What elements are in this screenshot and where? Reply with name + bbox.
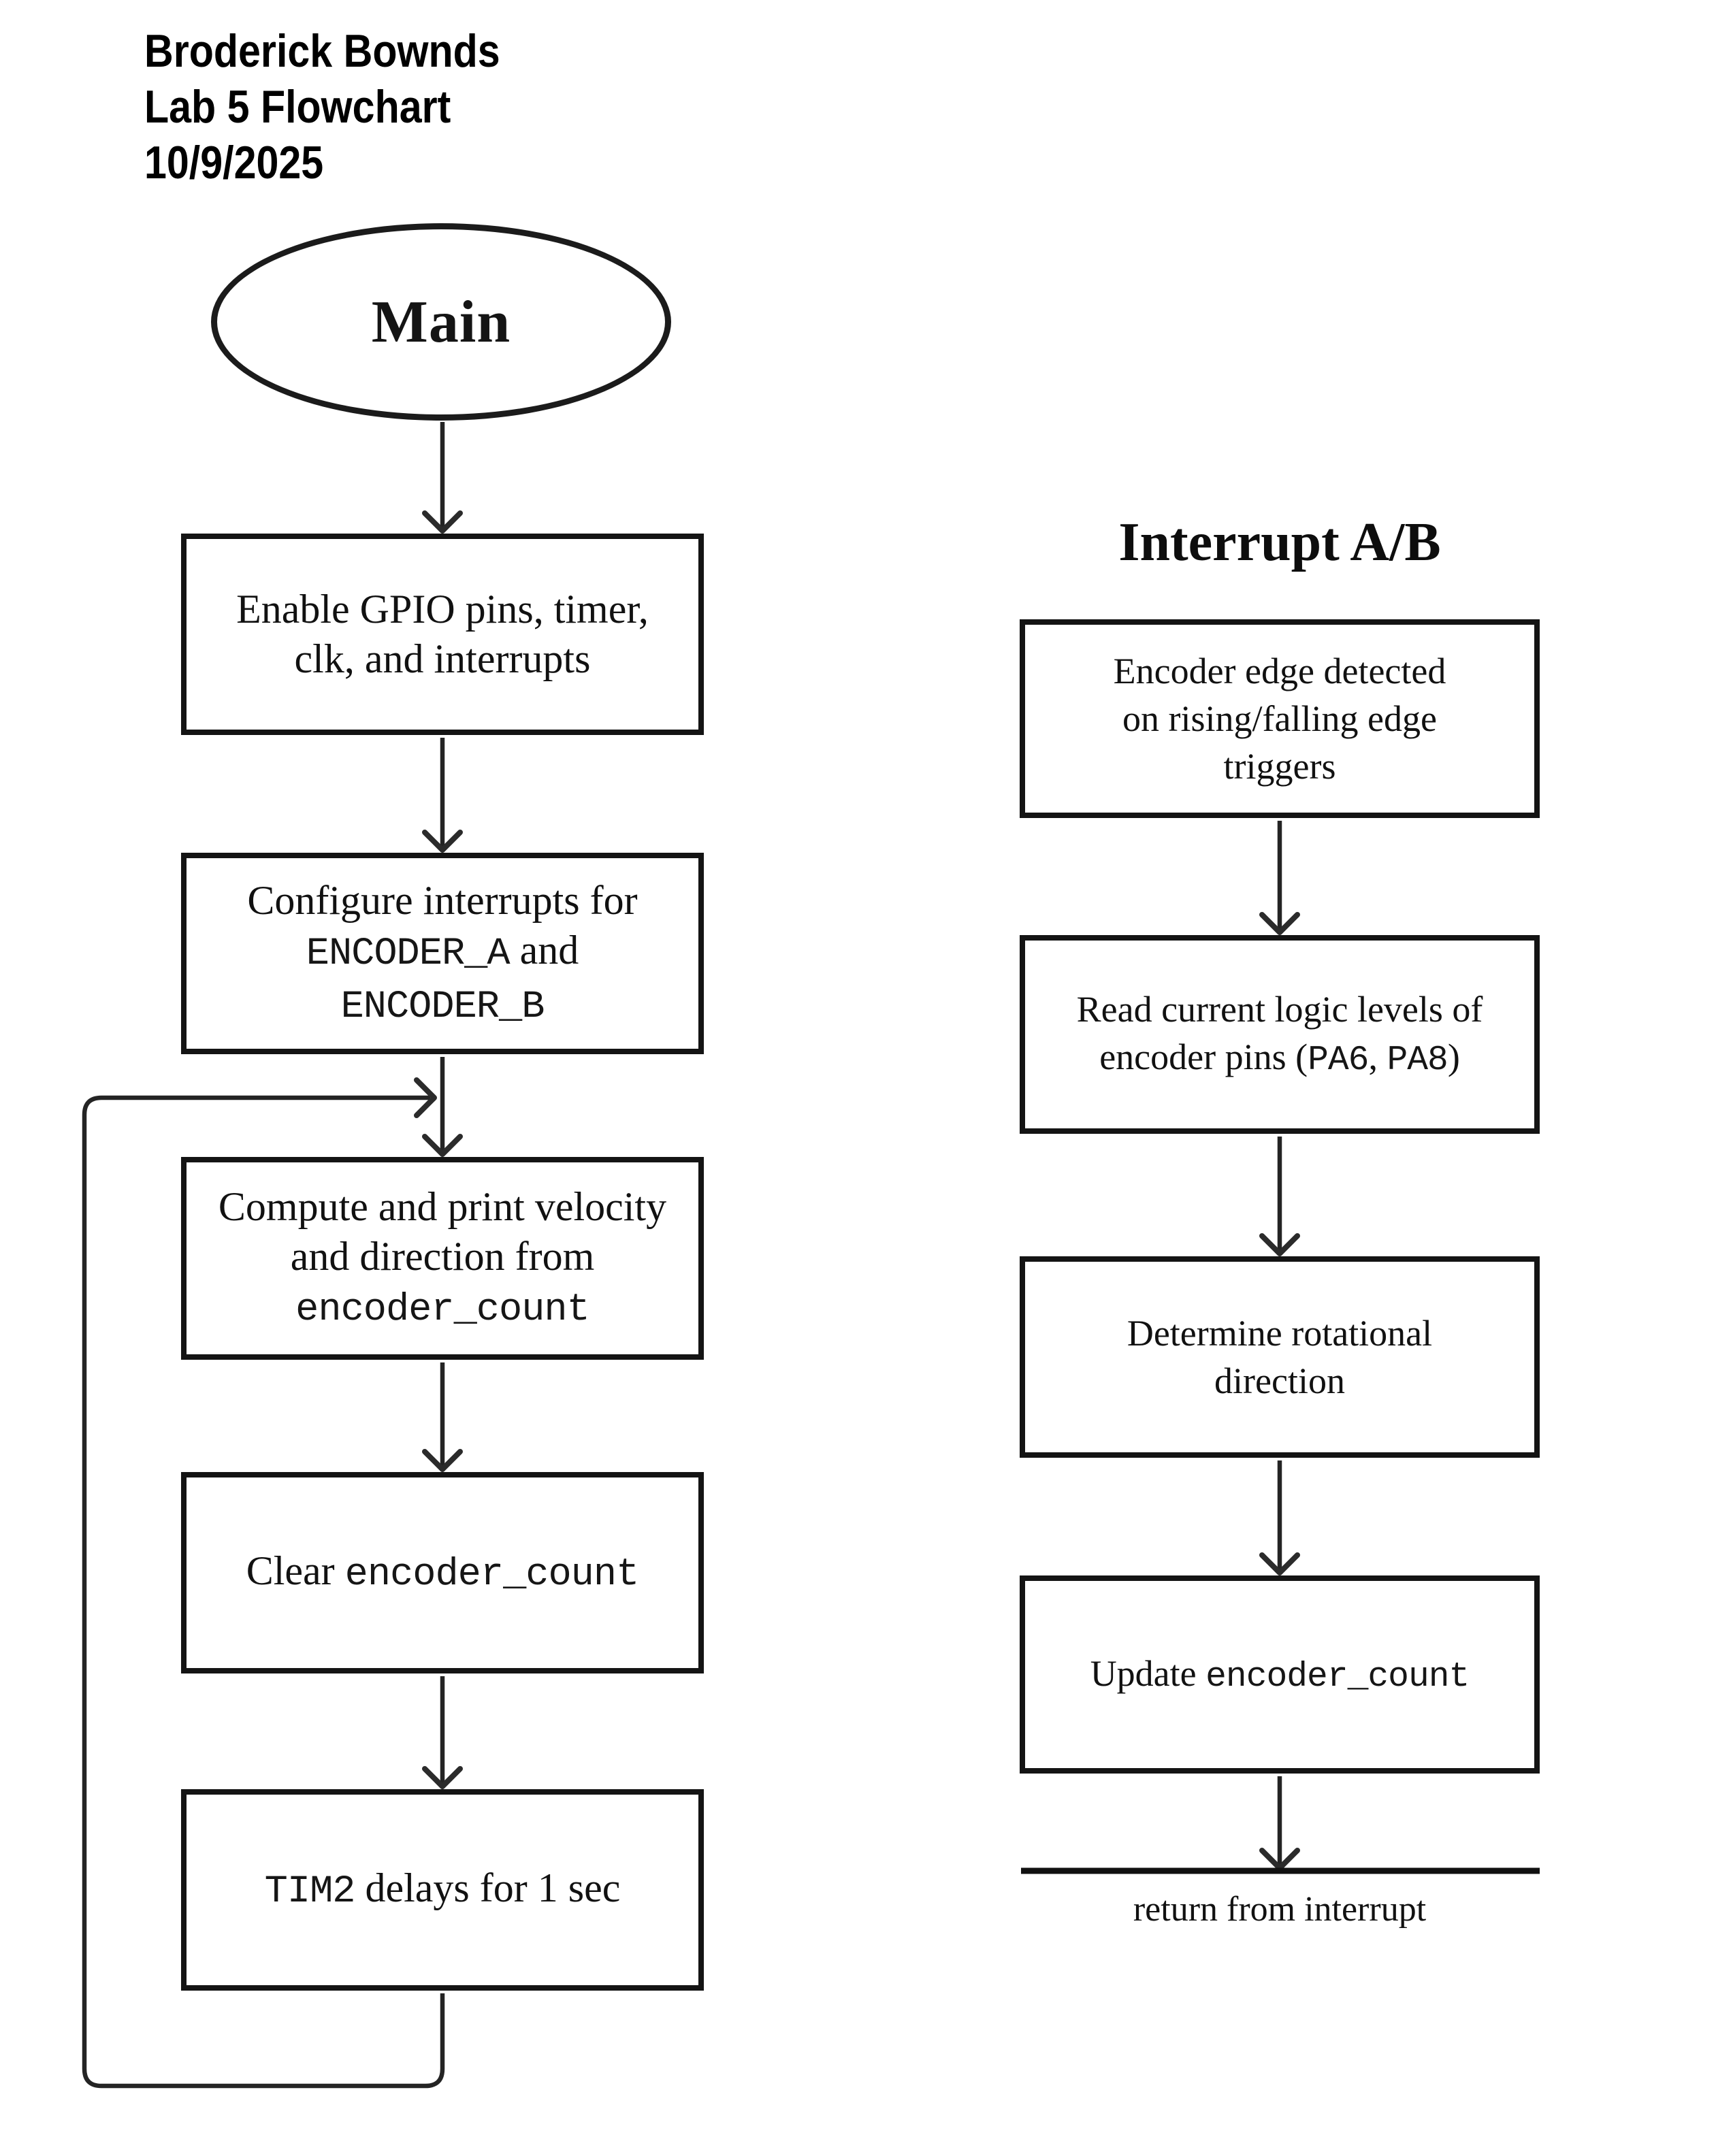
process-enable-gpio-text: Enable GPIO pins, timer, clk, and interrupts [236,586,649,681]
return-from-interrupt-label: return from interrupt [1133,1890,1427,1929]
process-update-count-text: Update encoder_count [1090,1652,1470,1697]
process-compute-print-velocity-text: Compute and print velocity and direction from encoder_count [218,1184,667,1333]
document-date: 10/9/2025 [144,137,324,189]
process-read-logic-levels-text: Read current logic levels of encoder pins (PA6, PA8) [1076,989,1483,1081]
process-determine-direction-text: Determine rotational direction [1127,1312,1433,1401]
document-title: Lab 5 Flowchart [144,81,451,133]
interrupt-flow-title: Interrupt A/B [1118,512,1441,572]
process-edge-detected-text: Encoder edge detected on rising/falling edge triggers [1113,650,1446,787]
author-name: Broderick Bownds [144,25,500,77]
process-tim2-delay-text: TIM2 delays for 1 sec [264,1865,621,1914]
process-clear-count-text: Clear encoder_count [246,1548,639,1597]
terminal-main-label: Main [371,289,511,355]
loop-back-line [84,1098,442,2086]
process-configure-interrupts-text: Configure interrupts for ENCODER_A and ENCODER_B [247,877,638,1029]
